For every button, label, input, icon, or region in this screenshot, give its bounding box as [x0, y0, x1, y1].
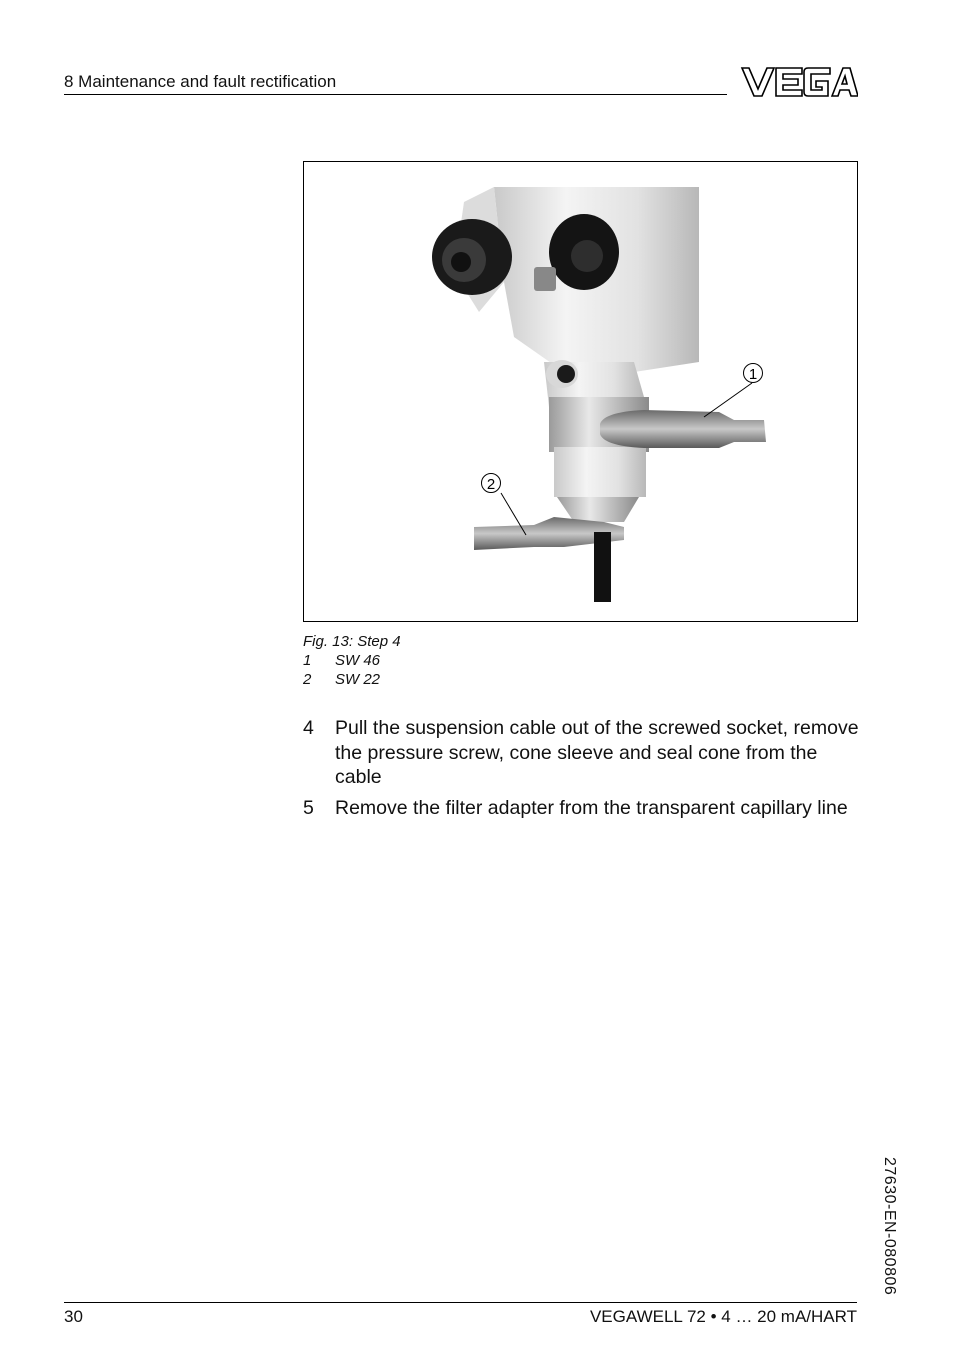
- svg-text:1: 1: [748, 366, 758, 383]
- product-name: VEGAWELL 72 • 4 … 20 mA/HART: [589, 1307, 857, 1326]
- legend-item: 2 SW 22: [303, 671, 381, 688]
- svg-text:2: 2: [486, 476, 496, 493]
- suspension-cable: [594, 532, 611, 602]
- step-text: Pull the suspension cable out of the screwed socket, remove the pressure screw, cone sleeve and seal cone from the cable: [335, 717, 859, 788]
- header-divider: [64, 94, 727, 95]
- step-number: 4: [303, 717, 314, 739]
- page-number: 30: [64, 1307, 83, 1326]
- step-text: Remove the filter adapter from the transparent capillary line: [335, 797, 848, 819]
- step-item: [303, 796, 873, 821]
- footer-divider: [64, 1302, 857, 1303]
- section-header: 8 Maintenance and fault rectification: [64, 72, 337, 91]
- wrench-sw46: [600, 410, 766, 448]
- figure-frame: [303, 161, 858, 622]
- document-id: 27630-EN-080806: [881, 1157, 898, 1296]
- callout-1: [744, 364, 763, 384]
- vega-logo: [740, 64, 858, 100]
- cable-gland-right: [549, 214, 619, 290]
- legend-item: 1 SW 46: [303, 652, 381, 669]
- sensor-illustration: [304, 162, 857, 621]
- figure-caption: Fig. 13: Step 4: [303, 633, 401, 650]
- step-number: 5: [303, 797, 314, 819]
- step-item: [303, 716, 863, 790]
- cable-gland-left: [432, 219, 512, 295]
- callout-2: [482, 474, 501, 494]
